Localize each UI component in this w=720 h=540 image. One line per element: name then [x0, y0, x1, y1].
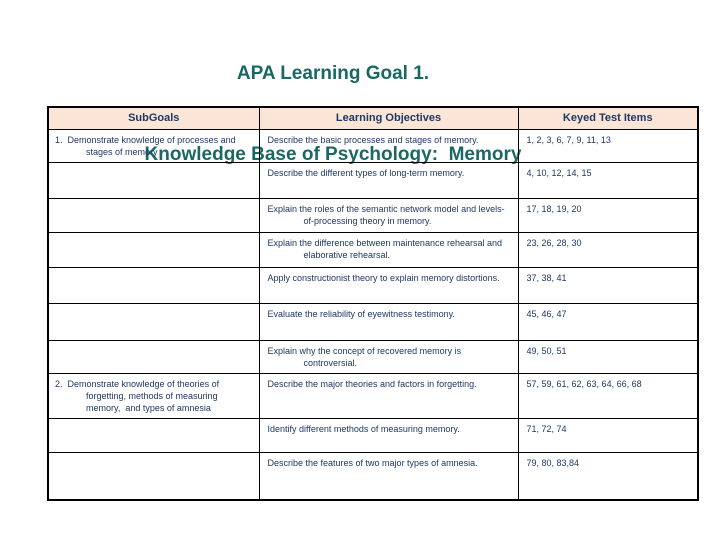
goals-table — [47, 106, 699, 501]
column-header-subgoals: SubGoals — [48, 107, 259, 129]
items-cell: 17, 18, 19, 20 — [518, 198, 698, 232]
subgoal-cell — [48, 452, 259, 500]
subgoal-cell — [48, 418, 259, 452]
table-row — [48, 162, 698, 198]
subgoal-cell — [48, 267, 259, 303]
objective-cell: Explain the roles of the semantic network model and levels-of-processing theory in memory. — [259, 198, 518, 232]
table-row — [48, 452, 698, 500]
objective-cell: Describe the basic processes and stages of memory. — [259, 129, 518, 162]
items-cell: 1, 2, 3, 6, 7, 9, 11, 13 — [518, 129, 698, 162]
table-row — [48, 418, 698, 452]
subgoal-cell — [48, 340, 259, 373]
items-cell: 57, 59, 61, 62, 63, 64, 66, 68 — [518, 373, 698, 418]
page-title-line1: APA Learning Goal 1. — [236, 63, 430, 84]
objective-cell: Explain the difference between maintenance rehearsal and elaborative rehearsal. — [259, 232, 518, 267]
subgoal-cell: 1. Demonstrate knowledge of processes and stages of memory — [48, 129, 259, 162]
column-header-objectives: Learning Objectives — [259, 107, 518, 129]
objective-cell: Identify different methods of measuring memory. — [259, 418, 518, 452]
objective-cell: Describe the different types of long-term memory. — [259, 162, 518, 198]
items-cell: 79, 80, 83,84 — [518, 452, 698, 500]
items-cell: 4, 10, 12, 14, 15 — [518, 162, 698, 198]
subgoal-cell: 2. Demonstrate knowledge of theories of forgetting, methods of measuring memory, and types of amnesia — [48, 373, 259, 418]
table-row — [48, 232, 698, 267]
page-title-line2: Knowledge Base of Psychology: Memory — [144, 144, 522, 165]
subgoal-cell — [48, 303, 259, 340]
subgoal-cell — [48, 198, 259, 232]
objective-cell: Evaluate the reliability of eyewitness testimony. — [259, 303, 518, 340]
items-cell: 49, 50, 51 — [518, 340, 698, 373]
column-header-items: Keyed Test Items — [518, 107, 698, 129]
table-row — [48, 129, 698, 162]
items-cell: 37, 38, 41 — [518, 267, 698, 303]
items-cell: 45, 46, 47 — [518, 303, 698, 340]
table-row — [48, 267, 698, 303]
objective-cell: Describe the major theories and factors in forgetting. — [259, 373, 518, 418]
subgoal-cell — [48, 232, 259, 267]
table-header-row — [48, 107, 698, 129]
table-row — [48, 198, 698, 232]
items-cell: 71, 72, 74 — [518, 418, 698, 452]
objective-cell: Explain why the concept of recovered memory is controversial. — [259, 340, 518, 373]
subgoal-cell — [48, 162, 259, 198]
table-row — [48, 340, 698, 373]
objective-cell: Apply constructionist theory to explain memory distortions. — [259, 267, 518, 303]
table-row — [48, 303, 698, 340]
table-row — [48, 373, 698, 418]
objective-cell: Describe the features of two major types of amnesia. — [259, 452, 518, 500]
items-cell: 23, 26, 28, 30 — [518, 232, 698, 267]
